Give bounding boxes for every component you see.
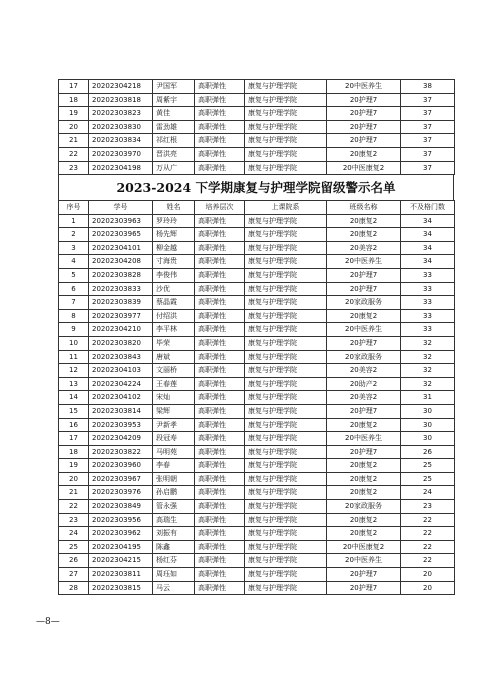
cell-fail-count: 33 (401, 309, 455, 323)
cell-index: 27 (59, 568, 89, 582)
cell-name: 罗玲玲 (153, 214, 195, 228)
cell-index: 17 (59, 80, 89, 94)
cell-name: 李俊伟 (153, 268, 195, 282)
cell-class: 20康复2 (327, 147, 401, 161)
cell-level: 高职弹性 (195, 93, 245, 107)
cell-level: 高职弹性 (195, 120, 245, 134)
table-row (59, 404, 455, 418)
cell-department: 康复与护理学院 (245, 107, 327, 121)
cell-fail-count: 37 (401, 107, 455, 121)
cell-student-id: 20202303977 (89, 309, 153, 323)
cell-index: 22 (59, 147, 89, 161)
table-row (59, 540, 455, 554)
cell-fail-count: 37 (401, 120, 455, 134)
cell-level: 高职弹性 (195, 472, 245, 486)
cell-name: 文丽桥 (153, 364, 195, 378)
cell-index: 17 (59, 432, 89, 446)
cell-department: 康复与护理学院 (245, 459, 327, 473)
cell-student-id: 20202303976 (89, 486, 153, 500)
cell-department: 康复与护理学院 (245, 80, 327, 94)
cell-name: 唐斌 (153, 350, 195, 364)
cell-level: 高职弹性 (195, 296, 245, 310)
cell-class: 20中医养生 (327, 432, 401, 446)
cell-student-id: 20202303956 (89, 513, 153, 527)
cell-student-id: 20202304102 (89, 391, 153, 405)
cell-fail-count: 22 (401, 527, 455, 541)
cell-fail-count: 22 (401, 554, 455, 568)
cell-department: 康复与护理学院 (245, 93, 327, 107)
cell-name: 段冠寿 (153, 432, 195, 446)
table-row (59, 296, 455, 310)
page-number: —8— (36, 617, 60, 627)
cell-fail-count: 31 (401, 391, 455, 405)
cell-student-id: 20202303962 (89, 527, 153, 541)
cell-department: 康复与护理学院 (245, 418, 327, 432)
cell-student-id: 20202304195 (89, 540, 153, 554)
cell-fail-count: 32 (401, 350, 455, 364)
cell-index: 4 (59, 255, 89, 269)
cell-index: 8 (59, 309, 89, 323)
table-row (59, 93, 455, 107)
cell-index: 19 (59, 459, 89, 473)
cell-class: 20康复2 (327, 228, 401, 242)
table-row (59, 568, 455, 582)
cell-level: 高职弹性 (195, 268, 245, 282)
table-row (59, 486, 455, 500)
table-row (59, 377, 455, 391)
cell-index: 16 (59, 418, 89, 432)
table-row (59, 527, 455, 541)
cell-index: 15 (59, 404, 89, 418)
table-row (59, 228, 455, 242)
cell-fail-count: 25 (401, 472, 455, 486)
cell-name: 高瑞生 (153, 513, 195, 527)
cell-student-id: 20202304209 (89, 432, 153, 446)
cell-class: 20护理7 (327, 134, 401, 148)
cell-name: 黄佳 (153, 107, 195, 121)
cell-index: 2 (59, 228, 89, 242)
cell-name: 祁红根 (153, 134, 195, 148)
table-row (59, 161, 455, 175)
cell-name: 马明苑 (153, 445, 195, 459)
table-row (59, 268, 455, 282)
cell-name: 万从广 (153, 161, 195, 175)
cell-level: 高职弹性 (195, 161, 245, 175)
cell-class: 20护理7 (327, 268, 401, 282)
cell-student-id: 20202303830 (89, 120, 153, 134)
table-row (59, 134, 455, 148)
cell-level: 高职弹性 (195, 568, 245, 582)
cell-level: 高职弹性 (195, 404, 245, 418)
table-row (59, 120, 455, 134)
cell-index: 21 (59, 134, 89, 148)
cell-class: 20护理7 (327, 93, 401, 107)
cell-class: 20美容2 (327, 391, 401, 405)
cell-level: 高职弹性 (195, 391, 245, 405)
table-row (59, 323, 455, 337)
cell-index: 14 (59, 391, 89, 405)
cell-department: 康复与护理学院 (245, 336, 327, 350)
cell-level: 高职弹性 (195, 513, 245, 527)
cell-index: 10 (59, 336, 89, 350)
cell-student-id: 20202303963 (89, 214, 153, 228)
cell-class: 20美容2 (327, 364, 401, 378)
table-row (59, 513, 455, 527)
cell-fail-count: 23 (401, 500, 455, 514)
cell-department: 康复与护理学院 (245, 391, 327, 405)
cell-department: 康复与护理学院 (245, 350, 327, 364)
cell-student-id: 20202303833 (89, 282, 153, 296)
cell-name: 周珏如 (153, 568, 195, 582)
cell-level: 高职弹性 (195, 107, 245, 121)
cell-department: 康复与护理学院 (245, 241, 327, 255)
cell-level: 高职弹性 (195, 432, 245, 446)
cell-class: 20康复2 (327, 214, 401, 228)
cell-index: 5 (59, 268, 89, 282)
cell-department: 康复与护理学院 (245, 486, 327, 500)
cell-fail-count: 30 (401, 404, 455, 418)
cell-fail-count: 37 (401, 161, 455, 175)
cell-class: 20护理7 (327, 404, 401, 418)
cell-student-id: 20202304198 (89, 161, 153, 175)
cell-student-id: 20202304224 (89, 377, 153, 391)
cell-fail-count: 32 (401, 377, 455, 391)
table-row (59, 309, 455, 323)
table-row (59, 364, 455, 378)
cell-index: 11 (59, 350, 89, 364)
cell-index: 18 (59, 445, 89, 459)
cell-department: 康复与护理学院 (245, 147, 327, 161)
cell-fail-count: 20 (401, 568, 455, 582)
cell-level: 高职弹性 (195, 255, 245, 269)
cell-name: 晋洪亮 (153, 147, 195, 161)
cell-class: 20中医养生 (327, 554, 401, 568)
cell-class: 20中医康复2 (327, 161, 401, 175)
cell-fail-count: 33 (401, 268, 455, 282)
cell-name: 马云 (153, 581, 195, 595)
cell-fail-count: 22 (401, 540, 455, 554)
cell-department: 康复与护理学院 (245, 364, 327, 378)
cell-index: 28 (59, 581, 89, 595)
cell-department: 康复与护理学院 (245, 513, 327, 527)
cell-fail-count: 26 (401, 445, 455, 459)
cell-student-id: 20202303849 (89, 500, 153, 514)
cell-level: 高职弹性 (195, 377, 245, 391)
cell-student-id: 20202303970 (89, 147, 153, 161)
cell-level: 高职弹性 (195, 364, 245, 378)
cell-fail-count: 37 (401, 93, 455, 107)
cell-department: 康复与护理学院 (245, 161, 327, 175)
cell-class: 20护理7 (327, 336, 401, 350)
cell-student-id: 20202303823 (89, 107, 153, 121)
cell-name: 李平林 (153, 323, 195, 337)
header-fail-count: 不及格门数 (401, 201, 455, 215)
cell-student-id: 20202303953 (89, 418, 153, 432)
cell-name: 刘振有 (153, 527, 195, 541)
header-index: 序号 (59, 201, 89, 215)
table-row (59, 336, 455, 350)
page-title: 2023-2024 下学期康复与护理学院留级警示名单 (58, 174, 454, 200)
cell-level: 高职弹性 (195, 228, 245, 242)
cell-level: 高职弹性 (195, 282, 245, 296)
cell-name: 尹国军 (153, 80, 195, 94)
cell-name: 杨先辉 (153, 228, 195, 242)
table-row (59, 472, 455, 486)
cell-department: 康复与护理学院 (245, 214, 327, 228)
cell-class: 20护理7 (327, 282, 401, 296)
cell-department: 康复与护理学院 (245, 432, 327, 446)
cell-department: 康复与护理学院 (245, 282, 327, 296)
cell-department: 康复与护理学院 (245, 568, 327, 582)
cell-fail-count: 32 (401, 364, 455, 378)
table-row (59, 500, 455, 514)
table-row (59, 350, 455, 364)
cell-student-id: 20202303811 (89, 568, 153, 582)
previous-page-table (58, 79, 455, 175)
cell-department: 康复与护理学院 (245, 309, 327, 323)
cell-class: 20康复2 (327, 527, 401, 541)
table-row (59, 147, 455, 161)
cell-student-id: 20202303967 (89, 472, 153, 486)
cell-fail-count: 34 (401, 228, 455, 242)
cell-fail-count: 33 (401, 282, 455, 296)
cell-student-id: 20202303839 (89, 296, 153, 310)
table-row (59, 459, 455, 473)
cell-level: 高职弹性 (195, 554, 245, 568)
cell-name: 梁辉 (153, 404, 195, 418)
cell-level: 高职弹性 (195, 147, 245, 161)
cell-index: 13 (59, 377, 89, 391)
table-row (59, 554, 455, 568)
cell-fail-count: 37 (401, 147, 455, 161)
table-row (59, 107, 455, 121)
header-level: 培养层次 (195, 201, 245, 215)
cell-fail-count: 38 (401, 80, 455, 94)
header-name: 姓名 (153, 201, 195, 215)
cell-class: 20家政服务 (327, 350, 401, 364)
header-department: 上课院系 (245, 201, 327, 215)
cell-name: 尹新孝 (153, 418, 195, 432)
cell-index: 9 (59, 323, 89, 337)
cell-name: 宋灿 (153, 391, 195, 405)
cell-fail-count: 22 (401, 513, 455, 527)
cell-class: 20中医养生 (327, 255, 401, 269)
warning-list-table (58, 200, 455, 595)
cell-class: 20中医养生 (327, 80, 401, 94)
table-row (59, 432, 455, 446)
cell-name: 孙启鹏 (153, 486, 195, 500)
cell-name: 陈鑫 (153, 540, 195, 554)
cell-index: 20 (59, 472, 89, 486)
cell-department: 康复与护理学院 (245, 527, 327, 541)
table-row (59, 391, 455, 405)
cell-name: 柳金越 (153, 241, 195, 255)
cell-index: 6 (59, 282, 89, 296)
cell-level: 高职弹性 (195, 134, 245, 148)
cell-student-id: 20202303828 (89, 268, 153, 282)
cell-name: 李春 (153, 459, 195, 473)
cell-department: 康复与护理学院 (245, 296, 327, 310)
cell-index: 23 (59, 513, 89, 527)
cell-index: 25 (59, 540, 89, 554)
cell-name: 沙优 (153, 282, 195, 296)
cell-index: 26 (59, 554, 89, 568)
cell-index: 3 (59, 241, 89, 255)
cell-fail-count: 30 (401, 418, 455, 432)
cell-index: 19 (59, 107, 89, 121)
cell-level: 高职弹性 (195, 500, 245, 514)
cell-student-id: 20202303960 (89, 459, 153, 473)
cell-class: 20助产2 (327, 377, 401, 391)
cell-name: 寸海贵 (153, 255, 195, 269)
cell-fail-count: 33 (401, 323, 455, 337)
cell-fail-count: 34 (401, 214, 455, 228)
cell-class: 20康复2 (327, 418, 401, 432)
cell-level: 高职弹性 (195, 241, 245, 255)
cell-name: 王春莲 (153, 377, 195, 391)
table-row (59, 445, 455, 459)
cell-level: 高职弹性 (195, 418, 245, 432)
cell-department: 康复与护理学院 (245, 228, 327, 242)
table-header-row (59, 201, 455, 215)
table-row (59, 80, 455, 94)
cell-name: 蔡晶霞 (153, 296, 195, 310)
cell-index: 1 (59, 214, 89, 228)
cell-index: 18 (59, 93, 89, 107)
cell-fail-count: 34 (401, 241, 455, 255)
cell-index: 20 (59, 120, 89, 134)
cell-class: 20护理7 (327, 581, 401, 595)
cell-level: 高职弹性 (195, 214, 245, 228)
cell-class: 20中医养生 (327, 323, 401, 337)
cell-level: 高职弹性 (195, 486, 245, 500)
cell-student-id: 20202303965 (89, 228, 153, 242)
cell-department: 康复与护理学院 (245, 268, 327, 282)
cell-fail-count: 34 (401, 255, 455, 269)
cell-class: 20康复2 (327, 459, 401, 473)
warning-table-body (59, 214, 455, 595)
cell-department: 康复与护理学院 (245, 445, 327, 459)
cell-student-id: 20202303843 (89, 350, 153, 364)
cell-index: 21 (59, 486, 89, 500)
cell-name: 管永强 (153, 500, 195, 514)
cell-student-id: 20202304215 (89, 554, 153, 568)
cell-class: 20家政服务 (327, 296, 401, 310)
cell-department: 康复与护理学院 (245, 323, 327, 337)
cell-class: 20中医康复2 (327, 540, 401, 554)
cell-class: 20康复2 (327, 472, 401, 486)
cell-department: 康复与护理学院 (245, 581, 327, 595)
cell-department: 康复与护理学院 (245, 134, 327, 148)
cell-level: 高职弹性 (195, 336, 245, 350)
cell-department: 康复与护理学院 (245, 554, 327, 568)
cell-level: 高职弹性 (195, 459, 245, 473)
cell-fail-count: 30 (401, 432, 455, 446)
cell-department: 康复与护理学院 (245, 404, 327, 418)
cell-student-id: 20202303820 (89, 336, 153, 350)
cell-class: 20康复2 (327, 309, 401, 323)
cell-student-id: 20202303815 (89, 581, 153, 595)
cell-department: 康复与护理学院 (245, 120, 327, 134)
cell-fail-count: 32 (401, 336, 455, 350)
cell-fail-count: 24 (401, 486, 455, 500)
cell-class: 20护理7 (327, 445, 401, 459)
cell-class: 20美容2 (327, 241, 401, 255)
cell-level: 高职弹性 (195, 350, 245, 364)
cell-student-id: 20202303818 (89, 93, 153, 107)
previous-table-body (59, 80, 455, 175)
cell-department: 康复与护理学院 (245, 500, 327, 514)
header-student-id: 学号 (89, 201, 153, 215)
cell-student-id: 20202303822 (89, 445, 153, 459)
cell-department: 康复与护理学院 (245, 255, 327, 269)
cell-name: 毕荣 (153, 336, 195, 350)
cell-level: 高职弹性 (195, 445, 245, 459)
cell-class: 20护理7 (327, 568, 401, 582)
cell-department: 康复与护理学院 (245, 472, 327, 486)
cell-level: 高职弹性 (195, 309, 245, 323)
cell-name: 杨红芬 (153, 554, 195, 568)
table-row (59, 282, 455, 296)
cell-class: 20康复2 (327, 486, 401, 500)
table-row (59, 214, 455, 228)
cell-class: 20家政服务 (327, 500, 401, 514)
cell-level: 高职弹性 (195, 581, 245, 595)
cell-name: 张明朝 (153, 472, 195, 486)
cell-name: 付绍洪 (153, 309, 195, 323)
cell-student-id: 20202304218 (89, 80, 153, 94)
cell-student-id: 20202303834 (89, 134, 153, 148)
cell-class: 20护理7 (327, 107, 401, 121)
cell-index: 12 (59, 364, 89, 378)
cell-department: 康复与护理学院 (245, 377, 327, 391)
header-class: 班级名称 (327, 201, 401, 215)
cell-fail-count: 20 (401, 581, 455, 595)
cell-fail-count: 33 (401, 296, 455, 310)
cell-index: 24 (59, 527, 89, 541)
cell-student-id: 20202304101 (89, 241, 153, 255)
cell-student-id: 20202303814 (89, 404, 153, 418)
cell-name: 周紫宇 (153, 93, 195, 107)
cell-level: 高职弹性 (195, 540, 245, 554)
cell-student-id: 20202304103 (89, 364, 153, 378)
table-row (59, 418, 455, 432)
table-row (59, 255, 455, 269)
cell-department: 康复与护理学院 (245, 540, 327, 554)
cell-student-id: 20202304210 (89, 323, 153, 337)
cell-level: 高职弹性 (195, 80, 245, 94)
table-row (59, 241, 455, 255)
cell-index: 7 (59, 296, 89, 310)
cell-level: 高职弹性 (195, 323, 245, 337)
cell-name: 雷劲雄 (153, 120, 195, 134)
cell-class: 20护理7 (327, 120, 401, 134)
cell-student-id: 20202304208 (89, 255, 153, 269)
cell-index: 22 (59, 500, 89, 514)
table-row (59, 581, 455, 595)
cell-fail-count: 25 (401, 459, 455, 473)
cell-fail-count: 37 (401, 134, 455, 148)
cell-class: 20康复2 (327, 513, 401, 527)
cell-level: 高职弹性 (195, 527, 245, 541)
cell-index: 23 (59, 161, 89, 175)
